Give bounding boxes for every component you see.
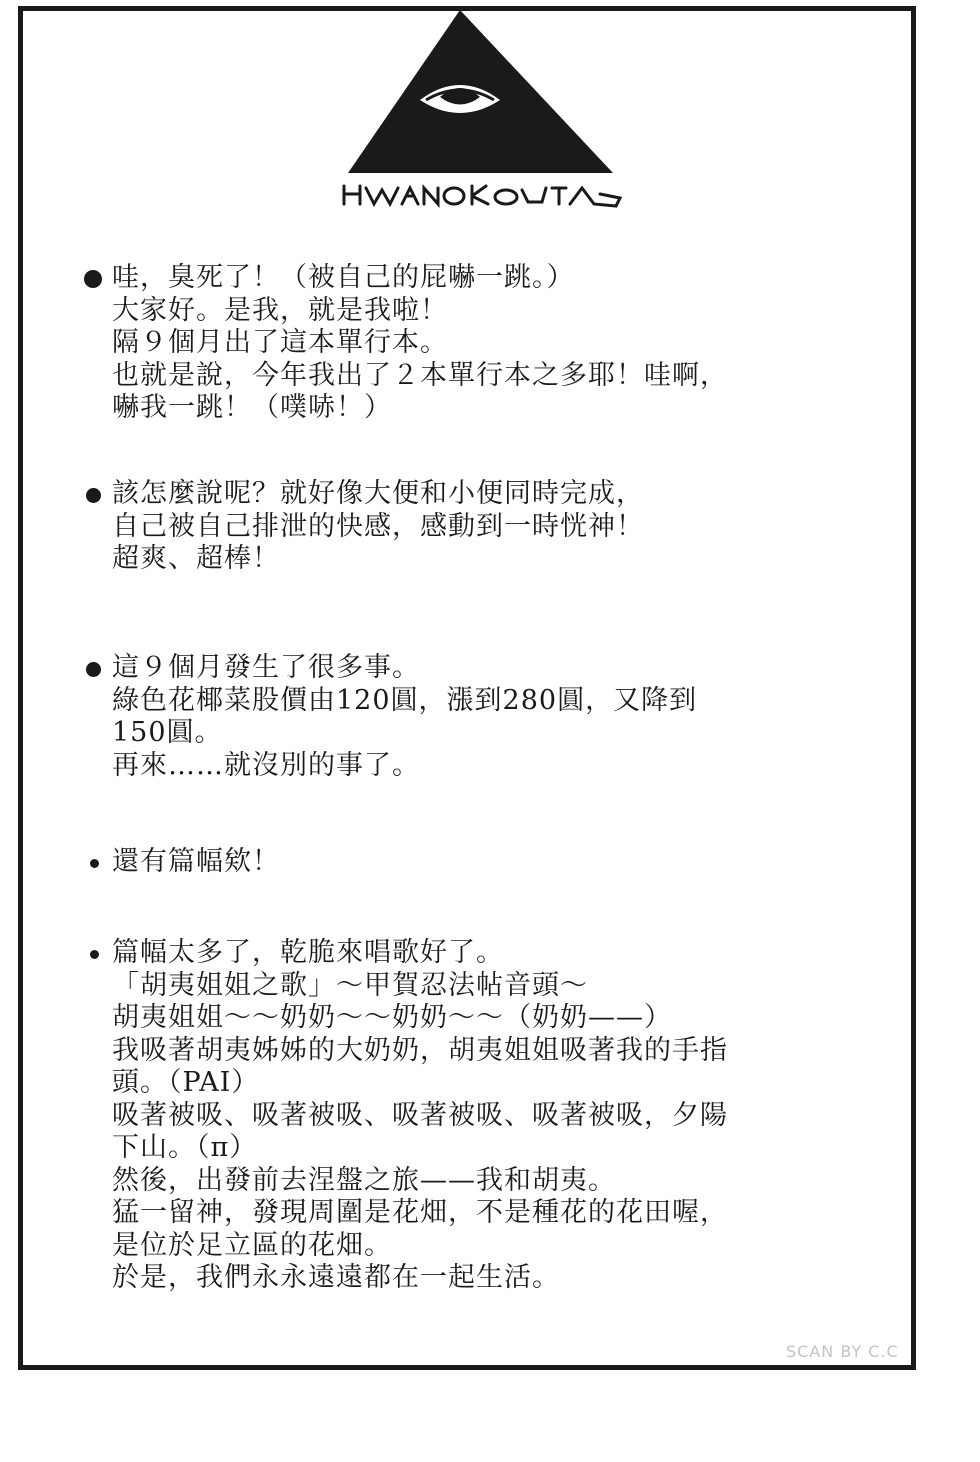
text-line: 下山。（π）	[112, 1132, 258, 1163]
signature-hiranokouta	[344, 186, 620, 206]
paragraph-2	[84, 478, 844, 576]
text-line: 隔９個月出了這本單行本。	[112, 327, 448, 358]
text-line: 篇幅太多了，乾脆來唱歌好了。	[112, 937, 504, 968]
text-line: 也就是說，今年我出了２本單行本之多耶！哇啊，	[112, 359, 728, 391]
bullet-icon	[86, 488, 101, 503]
text-line: 超爽、超棒！	[112, 543, 280, 574]
paragraph-3	[84, 652, 844, 782]
paragraph-4	[84, 846, 844, 879]
paragraph-1	[84, 262, 844, 425]
eye-triangle-icon	[330, 8, 630, 213]
text-line: 嚇我一跳！（噗哧！）	[112, 392, 392, 423]
text-line: 是位於足立區的花畑。	[112, 1229, 392, 1261]
text-line: 猛一留神，發現周圍是花畑，不是種花的花田喔，	[112, 1197, 728, 1228]
text-line: 150圓。	[112, 717, 223, 748]
text-line: 這９個月發生了很多事。	[112, 652, 420, 683]
paragraph-5	[84, 937, 844, 1295]
text-line: 然後，出發前去涅盤之旅——我和胡夷。	[112, 1164, 616, 1196]
bullet-icon	[90, 859, 99, 868]
bullet-icon	[90, 950, 99, 959]
text-line: 大家好。是我，就是我啦！	[112, 294, 448, 326]
text-line: 綠色花椰菜股價由120圓，漲到280圓，又降到	[112, 684, 698, 716]
text-line: 再來……就沒別的事了。	[112, 749, 420, 781]
text-line: 胡夷姐姐～～奶奶～～奶奶～～（奶奶——）	[112, 1002, 672, 1033]
text-line: 「胡夷姐姐之歌」～甲賀忍法帖音頭～	[112, 969, 588, 1001]
text-line: 哇，臭死了！（被自己的屁嚇一跳。）	[112, 262, 575, 293]
text-line: 我吸著胡夷姊姊的大奶奶，胡夷姐姐吸著我的手指	[112, 1034, 728, 1066]
text-line: 吸著被吸、吸著被吸、吸著被吸、吸著被吸，夕陽	[112, 1099, 728, 1131]
text-line: 還有篇幅欸！	[112, 846, 280, 877]
text-line: 於是，我們永永遠遠都在一起生活。	[112, 1262, 560, 1293]
text-line: 自己被自己排泄的快感，感動到一時恍神！	[112, 510, 644, 542]
bullet-icon	[84, 270, 102, 288]
text-line: 頭。（PAI）	[112, 1067, 260, 1098]
bullet-icon	[86, 662, 101, 677]
text-line: 該怎麼說呢？就好像大便和小便同時完成，	[112, 478, 644, 509]
scan-watermark: SCAN BY C.C	[786, 1342, 899, 1361]
